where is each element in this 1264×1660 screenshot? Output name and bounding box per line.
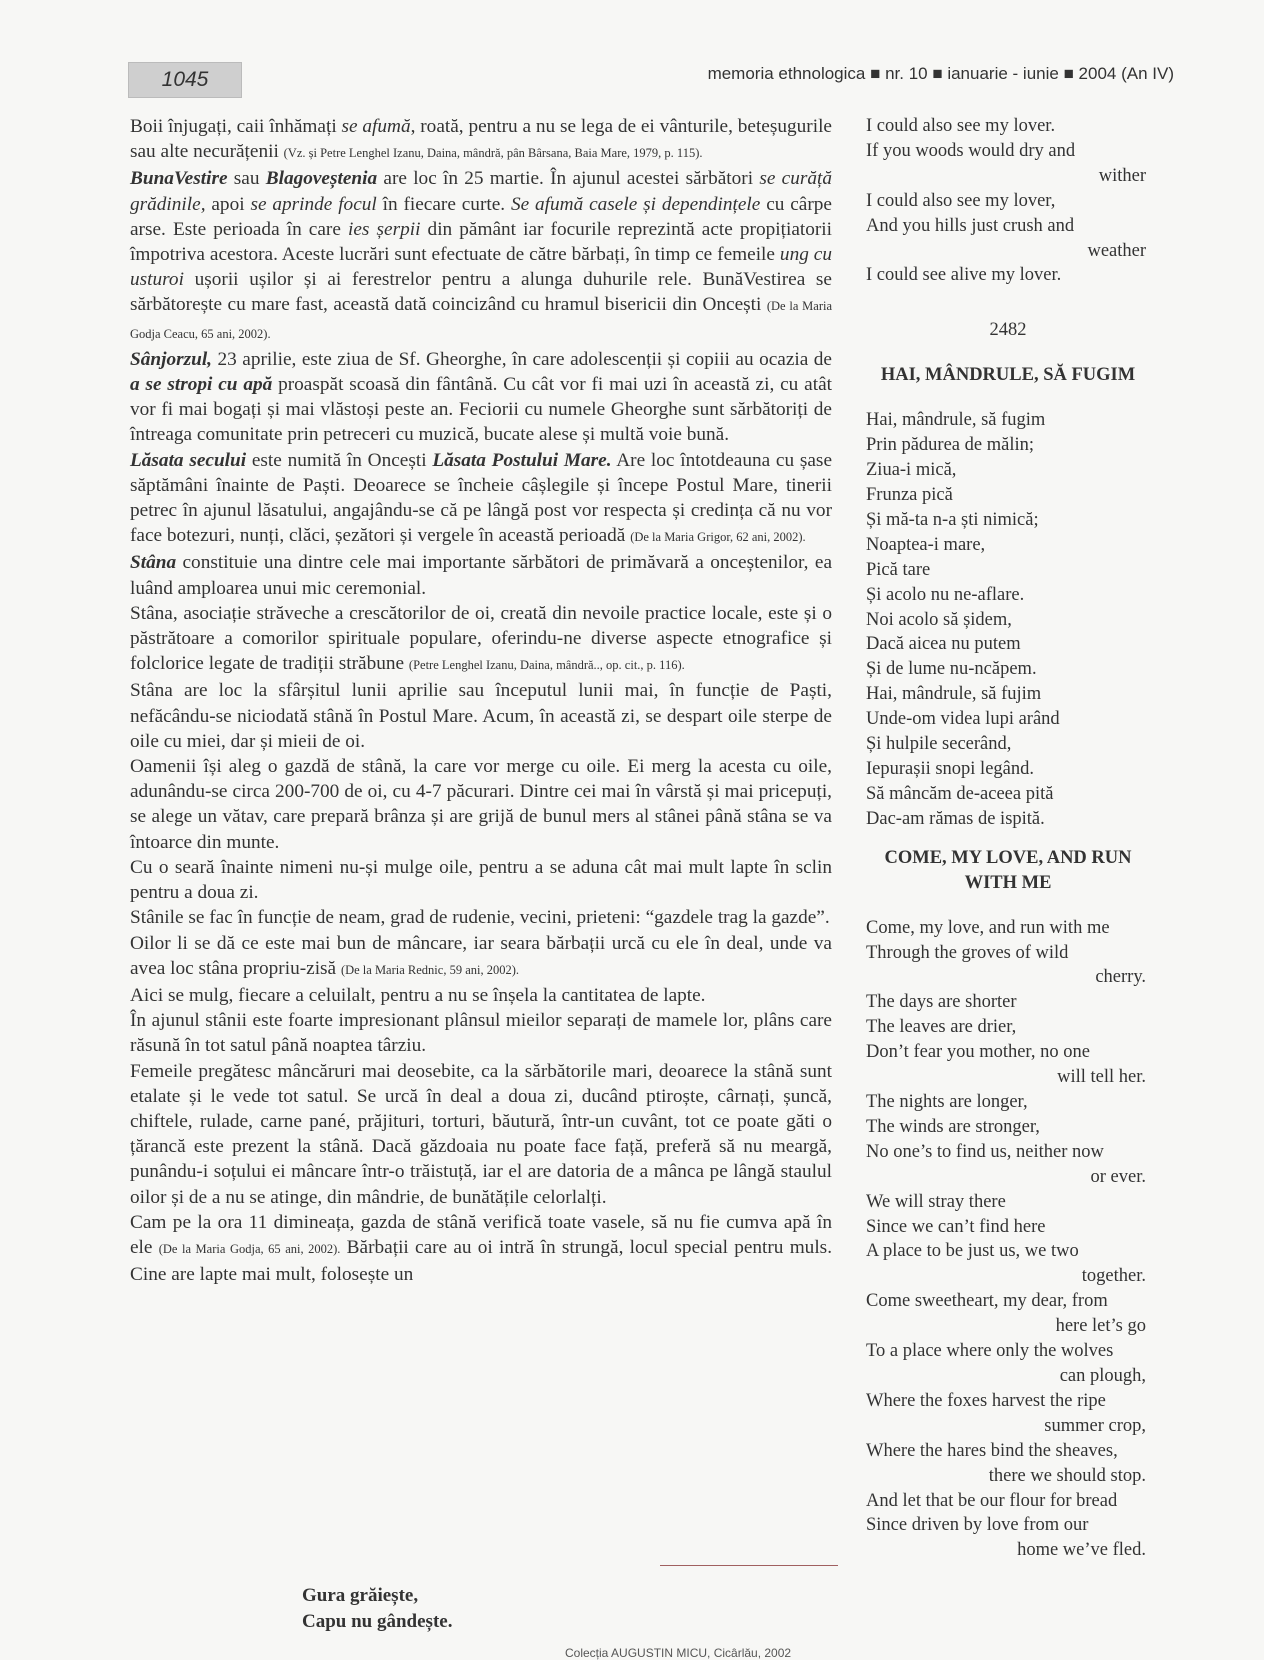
poem-line: Și acolo nu ne-aflare. bbox=[866, 584, 1025, 605]
poem-line: The winds are stronger, bbox=[866, 1116, 1040, 1137]
poem-line: will tell her. bbox=[1057, 1067, 1146, 1088]
poem-title-romanian: HAI, MÂNDRULE, SĂ FUGIM bbox=[880, 365, 1136, 386]
poem-line: Where the foxes harvest the ripe bbox=[866, 1390, 1106, 1411]
paragraph: Aici se mulg, fiecare a celuilalt, pentru a nu se înșela la cantitatea de lapte. bbox=[130, 984, 706, 1006]
proverb-line: Capu nu gândește. bbox=[302, 1611, 453, 1632]
paragraph: Cu o seară înainte nimeni nu-și mulge oile, pentru a se aduna cât mai mult lapte în sclin pentru a doua zi. bbox=[130, 856, 832, 904]
poem-line: The leaves are drier, bbox=[866, 1017, 1017, 1038]
poem-line: Hai, mândrule, să fujim bbox=[866, 684, 1042, 705]
citation: (De la Maria Godja, 65 ani, 2002). bbox=[158, 1241, 341, 1256]
poem-line: I could see alive my lover. bbox=[866, 265, 1062, 286]
poem-line: Și hulpile secerând, bbox=[866, 734, 1012, 755]
journal-title: memoria ethnologica ■ nr. 10 ■ ianuarie - iunie ■ 2004 (An IV) bbox=[707, 64, 1174, 83]
paragraph: Sânjorzul, 23 aprilie, este ziua de Sf. Gheorghe, în care adolescenții și copiii au ocazia de a se stropi cu apă proaspăt scoasă din fântână. Cu cât vor fi mai uzi în această zi, cu atât vor fi mai bogați și mai vlăstoși peste an. Feciorii cu numele Gheorghe sunt sărbătoriți de întreaga comunitate prin petreceri cu muzică, bucate alese și multă voie bună. bbox=[130, 348, 832, 446]
poem-line: To a place where only the wolves bbox=[866, 1341, 1114, 1362]
citation: (De la Maria Grigor, 62 ani, 2002). bbox=[630, 530, 806, 545]
poem-column bbox=[866, 114, 1150, 1563]
poem-line: Dacă aicea nu putem bbox=[866, 634, 1021, 655]
poem-line: Și mă-ta n-a ști nimică; bbox=[866, 509, 1039, 530]
paragraph: Stâna are loc la sfârșitul lunii aprilie sau începutul lunii mai, în funcție de Paști, nefăcându-se niciodată stână în Postul Mare. Acum, în această zi, se despart oile sterpe de oile cu miei, dar și mieii de oi. bbox=[130, 680, 832, 752]
poem-english-ending bbox=[866, 114, 1150, 288]
poem-line: And you hills just crush and bbox=[866, 215, 1075, 236]
poem-line: If you woods would dry and bbox=[866, 140, 1076, 161]
poem-line: And let that be our flour for bread bbox=[866, 1490, 1118, 1511]
poem-line: here let’s go bbox=[1055, 1316, 1146, 1337]
poem-line: Noi acolo să șidem, bbox=[866, 609, 1012, 630]
citation: (De la Maria Rednic, 59 ani, 2002). bbox=[340, 962, 520, 977]
poem-line: Și de lume nu-ncăpem. bbox=[866, 659, 1037, 680]
poem-english bbox=[866, 916, 1150, 1564]
paragraph: Stânile se fac în funcție de neam, grad de rudenie, vecini, prieteni: “gazdele trag la gazde”. bbox=[130, 907, 830, 929]
paragraph: Oilor li se dă ce este mai bun de mâncare, iar seara bărbații urcă cu ele în deal, unde va avea loc stâna propriu-zisă (De la Maria Rednic, 59 ani, 2002). bbox=[130, 932, 832, 979]
poem-line: A place to be just us, we two bbox=[866, 1241, 1079, 1262]
paragraph: BunaVestire sau Blagoveștenia are loc în 25 martie. În ajunul acestei sărbători se curăță grădinile, apoi se aprinde focul în fiecare curte. Se afumă casele și dependințele cu cârpe arse. Este perioada în care ies șerpii din pământ iar focurile reprezintă acte propițiatorii împotriva acestora. Aceste lucrări sunt efectuate de către bărbați, în timp ce femeile ung cu usturoi ușorii ușilor și ai ferestrelor pentru a alunga duhurile rele. BunăVestirea se sărbătorește cu mare fast, această dată coincizând cu hramul bisericii din Oncești (De la Maria Godja Ceacu, 65 ani, 2002). bbox=[130, 168, 833, 341]
citation: (De la Maria Godja Ceacu, 65 ani, 2002). bbox=[130, 299, 832, 341]
paragraph: Femeile pregătesc mâncăruri mai deosebite, ca la sărbătorile mari, deoarece la stână sunt etalate și le vede tot satul. Se urcă în deal a doua zi, ducând ptiroște, cârnați, șuncă, chiftele, rulade, carne pané, prăjituri, torturi, băutură, într-un cuvânt, tot ce poate găti o țărancă este prezent la stână. Dacă găzdoaia nu poate face față, preferă să nu meargă, punându-i soțului ei mâncare într-o trăistuță, iar el are datoria de a mânca pe lângă staulul oilor și de a nu se atinge, din mândrie, de bunătățile celorlalți. bbox=[130, 1060, 832, 1208]
citation: (Vz. și Petre Lenghel Izanu, Daina, mândră, pân Bârsana, Baia Mare, 1979, p. 115). bbox=[283, 146, 703, 161]
poem-line: cherry. bbox=[1095, 967, 1146, 988]
poem-line: We will stray there bbox=[866, 1191, 1006, 1212]
paragraph: Boii înjugați, caii înhămați se afumă, roată, pentru a nu se lega de ei vânturile, beteșugurile sau alte necurățenii (Vz. și Petre Lenghel Izanu, Daina, mândră, pân Bârsana, Baia Mare, 1979, p. 115). bbox=[130, 116, 832, 163]
paragraph: Oamenii își aleg o gazdă de stână, la care vor merge cu oile. Ei merg la acesta cu oile, adunându-se circa 200-700 de oi, cu 4-7 păcurari. Dintre cei mai în vârstă și mai pricepuți, se alege un vătav, care prepară brânza și are grijă de bunul mers al stânei până stâna se va întoarce din munte. bbox=[130, 756, 832, 853]
poem-line: The nights are longer, bbox=[866, 1092, 1028, 1112]
poem-line: or ever. bbox=[1090, 1166, 1146, 1187]
poem-line: No one’s to find us, neither now bbox=[866, 1141, 1104, 1162]
collection-credit: Colecția AUGUSTIN MICU, Cicârlău, 2002 bbox=[565, 1646, 792, 1660]
poem-title-english: COME, MY LOVE, AND RUN WITH ME bbox=[884, 847, 1132, 893]
article-body bbox=[130, 114, 832, 1287]
separator-line bbox=[660, 1565, 838, 1566]
poem-line: together. bbox=[1081, 1266, 1146, 1287]
poem-romanian bbox=[866, 408, 1150, 831]
poem-line: Come, my love, and run with me bbox=[866, 917, 1110, 938]
paragraph: Stâna, asociație străveche a crescătorilor de oi, creată din nevoile practice locale, este și o păstrătoare a comorilor spirituale populare, oferindu-ne diverse aspecte etnografice și folclorice legate de tradiții străbune (Petre Lenghel Izanu, Daina, mândră.., op. cit., p. 116). bbox=[130, 602, 832, 675]
poem-line: Since we can’t find here bbox=[866, 1216, 1046, 1237]
poem-line: Să mâncăm de-aceea pită bbox=[866, 783, 1054, 804]
poem-line: Don’t fear you mother, no one bbox=[866, 1042, 1090, 1063]
poem-line: can plough, bbox=[1059, 1365, 1146, 1386]
page-number: 1045 bbox=[128, 62, 242, 98]
poem-line: home we’ve fled. bbox=[1017, 1540, 1146, 1561]
poem-line: weather bbox=[1087, 240, 1146, 261]
poem-line: Iepurașii snopi legând. bbox=[866, 758, 1034, 779]
citation: (Petre Lenghel Izanu, Daina, mândră.., op. cit., p. 116). bbox=[408, 658, 685, 673]
poem-line: summer crop, bbox=[1044, 1415, 1146, 1436]
proverb bbox=[302, 1583, 452, 1635]
poem-line: Come sweetheart, my dear, from bbox=[866, 1291, 1108, 1312]
poem-line: Unde-om videa lupi arând bbox=[866, 709, 1060, 730]
paragraph: Cam pe la ora 11 dimineața, gazda de stână verifică toate vasele, să nu fie cumva apă în ele (De la Maria Godja, 65 ani, 2002). Bărbații care au oi intră în strungă, locul special pentru muls. Cine are lapte mai mult, folosește un bbox=[130, 1211, 833, 1286]
poem-line: Hai, mândrule, să fugim bbox=[866, 410, 1046, 431]
poem-line: Ziua-i mică, bbox=[866, 460, 957, 481]
poem-line: there we should stop. bbox=[988, 1465, 1146, 1486]
poem-number: 2482 bbox=[989, 320, 1027, 341]
paragraph: În ajunul stânii este foarte impresionant plânsul mieilor separați de mamele lor, plâns care răsună în tot satul până noaptea târziu. bbox=[130, 1010, 832, 1057]
poem-line: Frunza pică bbox=[866, 484, 953, 505]
poem-line: Prin pădurea de mălin; bbox=[866, 435, 1034, 456]
page-header bbox=[124, 62, 1174, 96]
poem-line: Dac-am rămas de ispită. bbox=[866, 808, 1045, 829]
proverb-line: Gura grăiește, bbox=[302, 1585, 419, 1606]
poem-line: The days are shorter bbox=[866, 992, 1017, 1013]
poem-line: Noaptea-i mare, bbox=[866, 534, 986, 555]
poem-line: I could also see my lover. bbox=[866, 116, 1056, 136]
poem-line: I could also see my lover, bbox=[866, 190, 1056, 211]
paragraph: Lăsata secului este numită în Oncești Lăsata Postului Mare. Are loc întotdeauna cu șase săptămâni înainte de Paști. Deoarece se încheie câșlegile și începe Postul Mare, tinerii petrec în ajunul lăsatului, angajându-se că pe lângă post vor respecta și credința că nu vor face botezuri, nunți, clăci, șezători și vergele în această perioadă (De la Maria Grigor, 62 ani, 2002). bbox=[130, 449, 832, 547]
poem-line: wither bbox=[1098, 165, 1146, 186]
poem-line: Where the hares bind the sheaves, bbox=[866, 1440, 1118, 1461]
poem-line: Pică tare bbox=[866, 559, 931, 580]
poem-line: Since driven by love from our bbox=[866, 1515, 1089, 1536]
paragraph: Stâna constituie una dintre cele mai importante sărbători de primăvară a onceștenilor, ea luând amploarea unui mic ceremonial. bbox=[130, 552, 832, 599]
poem-line: Through the groves of wild bbox=[866, 942, 1069, 963]
